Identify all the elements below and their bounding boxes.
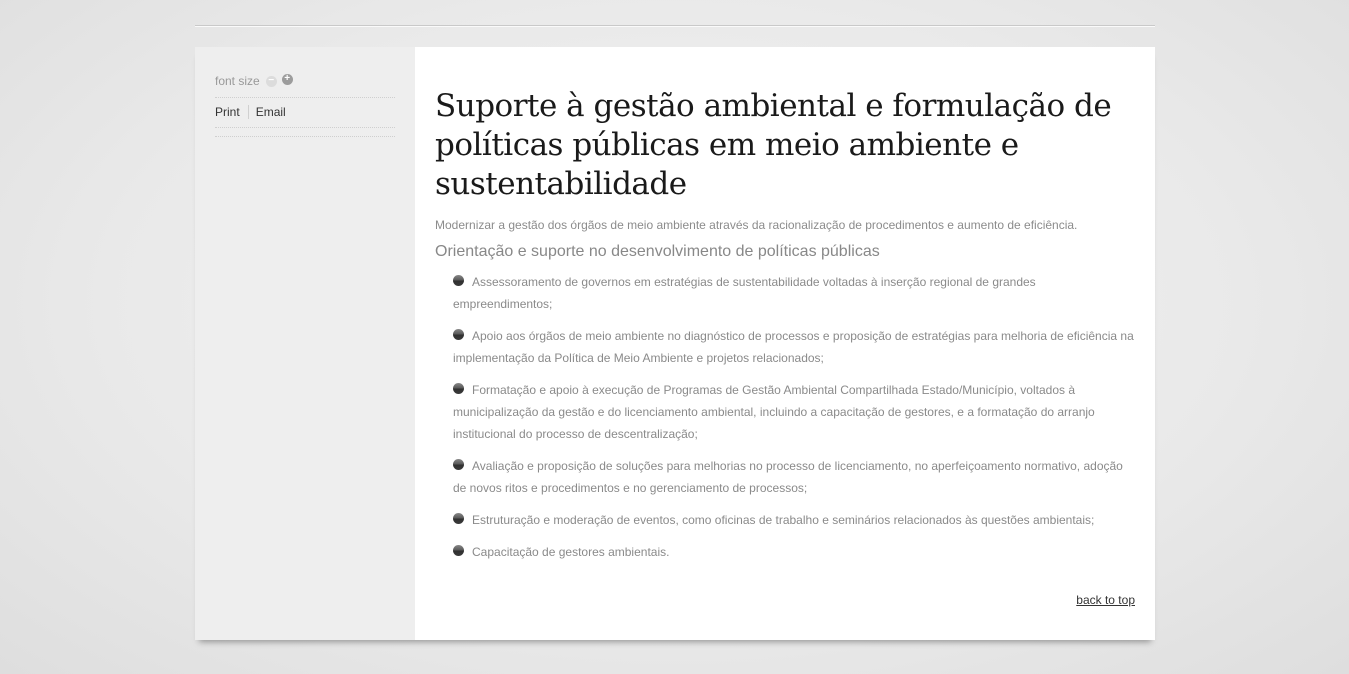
list-item-text: Estruturação e moderação de eventos, como oficinas de trabalho e seminários relacionados às questões ambientais; [472,513,1095,527]
list-item [453,541,1135,563]
list-item-text: Capacitação de gestores ambientais. [472,545,670,559]
list-item-text: Avaliação e proposição de soluções para melhorias no processo de licenciamento, no aperfeiçoamento normativo, adoção de novos ritos e procedimentos e no gerenciamento de processos; [453,459,1123,495]
page-wrapper [195,47,1155,640]
list-item [453,509,1135,531]
article-tools [215,98,395,128]
article-intro: Modernizar a gestão dos órgãos de meio ambiente através da racionalização de procedimentos e aumento de eficiência. [435,218,1078,232]
article-title: Suporte à gestão ambiental e formulação de políticas públicas em meio ambiente e sustentabilidade [435,88,1112,202]
service-list [435,271,1135,563]
list-item [453,379,1135,445]
list-item-text: Assessoramento de governos em estratégias de sustentabilidade voltadas à inserção regional de grandes empreendimentos; [453,275,1036,311]
bullet-icon [453,513,464,524]
font-size-control [215,73,395,98]
sidebar [195,47,415,640]
back-to-top-link[interactable]: back to top [1076,593,1135,607]
print-link[interactable]: Print [215,105,240,119]
section-subtitle: Orientação e suporte no desenvolvimento de políticas públicas [435,243,880,260]
list-item-text: Formatação e apoio à execução de Programas de Gestão Ambiental Compartilhada Estado/Município, voltados à municipalização da gestão e do licenciamento ambiental, incluindo a capacitação de gestores, e a formatação do arranjo institucional do processo de descentralização; [453,383,1095,441]
list-item [453,455,1135,499]
list-item [453,271,1135,315]
bullet-icon [453,383,464,394]
list-item-text: Apoio aos órgãos de meio ambiente no diagnóstico de processos e proposição de estratégias para melhoria de eficiência na implementação da Política de Meio Ambiente e projetos relacionados; [453,329,1134,365]
tools-separator [248,105,249,119]
bullet-icon [453,329,464,340]
article-content [415,47,1155,640]
header-divider [195,25,1155,27]
font-size-label: font size [215,74,260,88]
bullet-icon [453,275,464,286]
sidebar-divider [215,128,395,137]
list-item [453,325,1135,369]
font-increase-icon[interactable]: + [282,74,293,85]
bullet-icon [453,459,464,470]
bullet-icon [453,545,464,556]
font-decrease-icon[interactable]: − [266,76,277,87]
email-link[interactable]: Email [255,105,286,119]
